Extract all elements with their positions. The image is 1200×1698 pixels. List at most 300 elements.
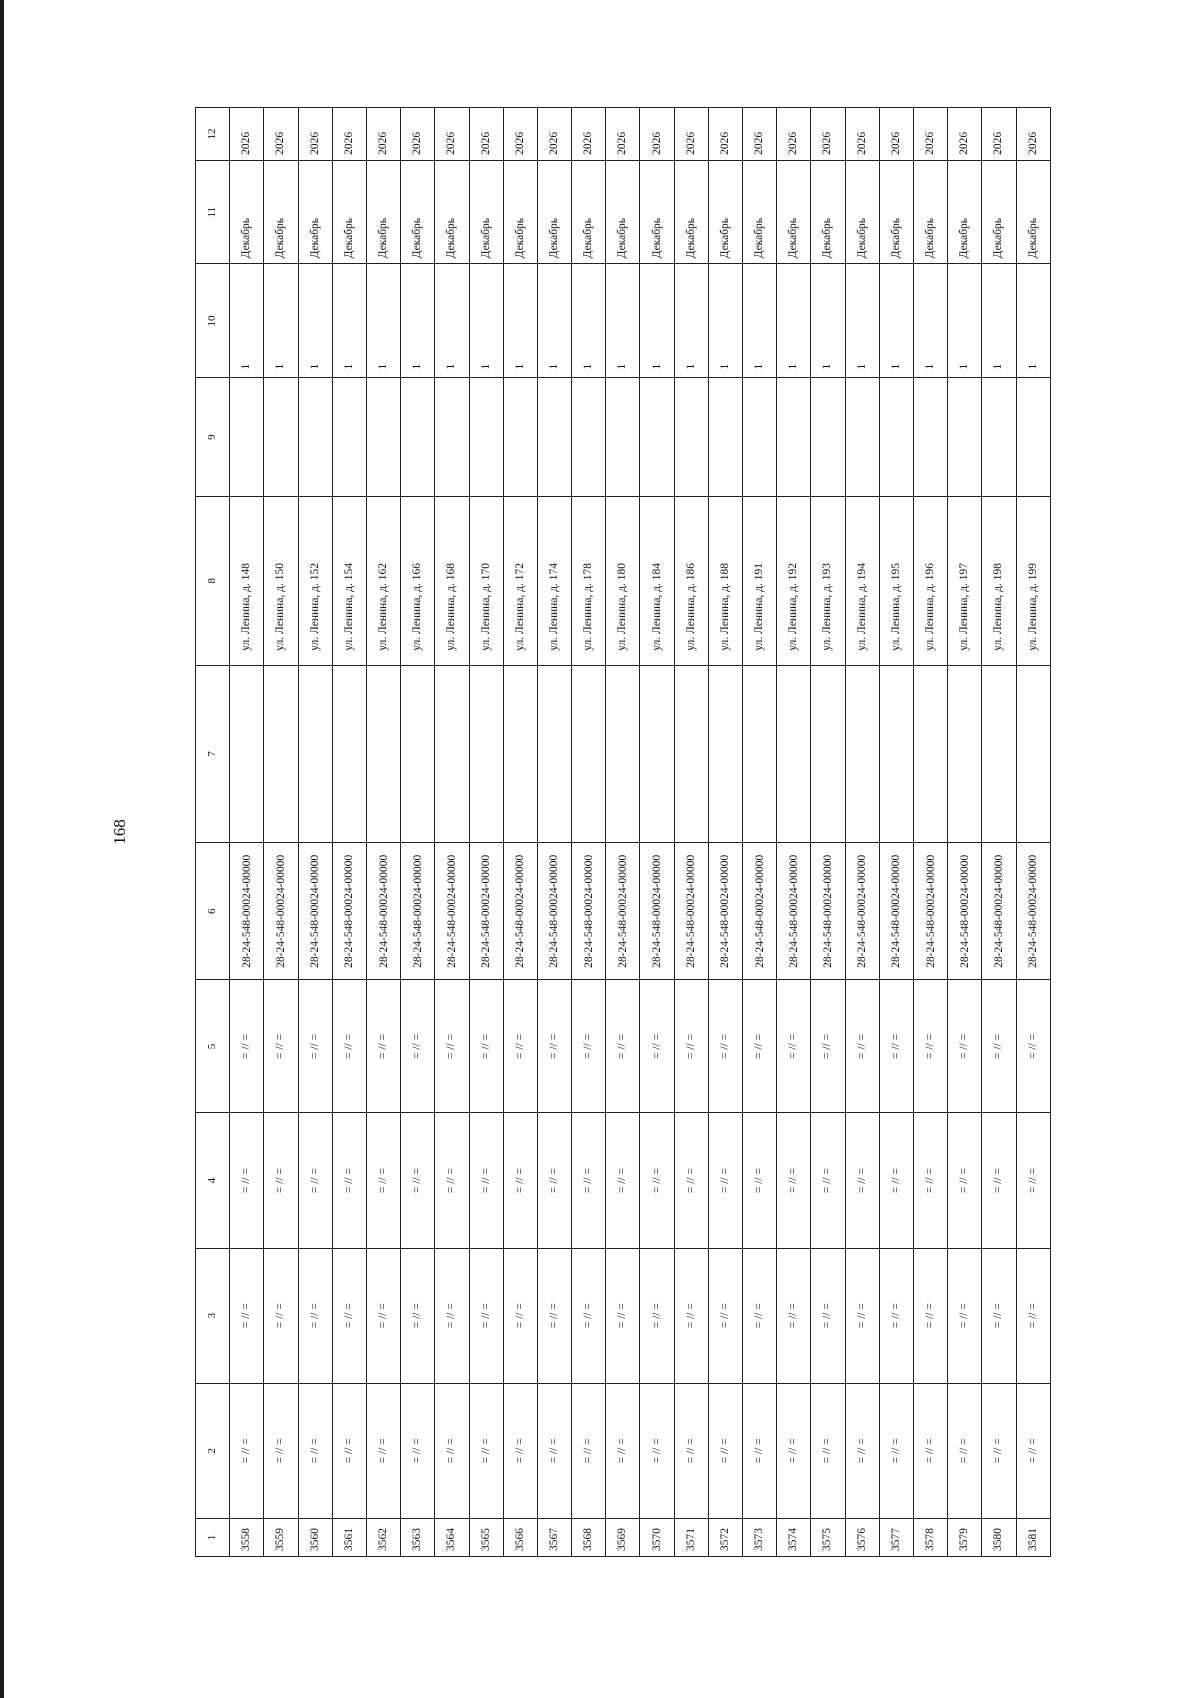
col4-cell: = // = (777, 1113, 811, 1248)
row-number-cell: 3575 (811, 1518, 845, 1556)
count-cell: 1 (503, 264, 537, 378)
col5-cell: = // = (1016, 980, 1051, 1113)
col2-cell: = // = (469, 1383, 503, 1518)
count-cell: 1 (811, 264, 845, 378)
count-cell: 1 (572, 264, 606, 378)
col5-cell: = // = (469, 980, 503, 1113)
col2-cell: = // = (674, 1383, 708, 1518)
year-cell: 2026 (879, 108, 913, 161)
col3-cell: = // = (503, 1248, 537, 1383)
year-cell: 2026 (264, 108, 298, 161)
month-cell: Декабрь (777, 160, 811, 264)
count-cell: 1 (264, 264, 298, 378)
column-number-11: 11 (196, 160, 230, 264)
col9-cell (879, 378, 913, 496)
year-cell: 2026 (640, 108, 674, 161)
table-row (606, 108, 640, 1557)
col5-cell: = // = (264, 980, 298, 1113)
col7-cell (401, 665, 435, 842)
col9-cell (1016, 378, 1051, 496)
col7-cell (708, 665, 742, 842)
col9-cell (708, 378, 742, 496)
col2-cell: = // = (435, 1383, 469, 1518)
col2-cell: = // = (572, 1383, 606, 1518)
year-cell: 2026 (811, 108, 845, 161)
col4-cell: = // = (708, 1113, 742, 1248)
col9-cell (401, 378, 435, 496)
address-cell: ул. Ленина, д. 195 (879, 496, 913, 665)
row-number-cell: 3570 (640, 1518, 674, 1556)
col5-cell: = // = (948, 980, 982, 1113)
count-cell: 1 (743, 264, 777, 378)
address-cell: ул. Ленина, д. 166 (401, 496, 435, 665)
row-number-cell: 3567 (537, 1518, 571, 1556)
col4-cell: = // = (332, 1113, 366, 1248)
year-cell: 2026 (845, 108, 879, 161)
col9-cell (674, 378, 708, 496)
code-cell: 28-24-548-00024-00000 (230, 843, 264, 980)
row-number-cell: 3562 (366, 1518, 400, 1556)
col5-cell: = // = (879, 980, 913, 1113)
table-row (332, 108, 366, 1557)
table-row (366, 108, 400, 1557)
year-cell: 2026 (777, 108, 811, 161)
count-cell: 1 (435, 264, 469, 378)
col4-cell: = // = (230, 1113, 264, 1248)
col2-cell: = // = (743, 1383, 777, 1518)
col4-cell: = // = (572, 1113, 606, 1248)
col3-cell: = // = (845, 1248, 879, 1383)
col9-cell (435, 378, 469, 496)
month-cell: Декабрь (366, 160, 400, 264)
table-row (640, 108, 674, 1557)
year-cell: 2026 (298, 108, 332, 161)
code-cell: 28-24-548-00024-00000 (401, 843, 435, 980)
address-cell: ул. Ленина, д. 198 (982, 496, 1016, 665)
col3-cell: = // = (743, 1248, 777, 1383)
col3-cell: = // = (572, 1248, 606, 1383)
count-cell: 1 (298, 264, 332, 378)
col3-cell: = // = (948, 1248, 982, 1383)
col5-cell: = // = (845, 980, 879, 1113)
col2-cell: = // = (366, 1383, 400, 1518)
col7-cell (230, 665, 264, 842)
col9-cell (503, 378, 537, 496)
row-number-cell: 3568 (572, 1518, 606, 1556)
count-cell: 1 (230, 264, 264, 378)
code-cell: 28-24-548-00024-00000 (503, 843, 537, 980)
col5-cell: = // = (366, 980, 400, 1113)
code-cell: 28-24-548-00024-00000 (332, 843, 366, 980)
count-cell: 1 (777, 264, 811, 378)
year-cell: 2026 (503, 108, 537, 161)
code-cell: 28-24-548-00024-00000 (674, 843, 708, 980)
col9-cell (777, 378, 811, 496)
col9-cell (845, 378, 879, 496)
col5-cell: = // = (708, 980, 742, 1113)
row-number-cell: 3558 (230, 1518, 264, 1556)
address-cell: ул. Ленина, д. 180 (606, 496, 640, 665)
col5-cell: = // = (230, 980, 264, 1113)
col4-cell: = // = (503, 1113, 537, 1248)
col2-cell: = // = (298, 1383, 332, 1518)
row-number-cell: 3572 (708, 1518, 742, 1556)
col7-cell (743, 665, 777, 842)
col3-cell: = // = (332, 1248, 366, 1383)
table-row (230, 108, 264, 1557)
column-number-row (196, 108, 230, 1557)
col5-cell: = // = (332, 980, 366, 1113)
code-cell: 28-24-548-00024-00000 (298, 843, 332, 980)
year-cell: 2026 (469, 108, 503, 161)
code-cell: 28-24-548-00024-00000 (1016, 843, 1051, 980)
month-cell: Декабрь (230, 160, 264, 264)
col4-cell: = // = (366, 1113, 400, 1248)
col2-cell: = // = (845, 1383, 879, 1518)
column-number-1: 1 (196, 1518, 230, 1556)
col5-cell: = // = (435, 980, 469, 1113)
code-cell: 28-24-548-00024-00000 (640, 843, 674, 980)
col9-cell (982, 378, 1016, 496)
address-cell: ул. Ленина, д. 188 (708, 496, 742, 665)
address-cell: ул. Ленина, д. 191 (743, 496, 777, 665)
col2-cell: = // = (606, 1383, 640, 1518)
col7-cell (503, 665, 537, 842)
column-number-3: 3 (196, 1248, 230, 1383)
col4-cell: = // = (435, 1113, 469, 1248)
table-row (572, 108, 606, 1557)
col9-cell (469, 378, 503, 496)
col5-cell: = // = (640, 980, 674, 1113)
col9-cell (743, 378, 777, 496)
col9-cell (640, 378, 674, 496)
year-cell: 2026 (401, 108, 435, 161)
year-cell: 2026 (332, 108, 366, 161)
count-cell: 1 (948, 264, 982, 378)
col2-cell: = // = (640, 1383, 674, 1518)
row-number-cell: 3578 (913, 1518, 947, 1556)
col4-cell: = // = (606, 1113, 640, 1248)
scan-left-edge (0, 0, 4, 1698)
address-cell: ул. Ленина, д. 196 (913, 496, 947, 665)
count-cell: 1 (708, 264, 742, 378)
count-cell: 1 (401, 264, 435, 378)
col3-cell: = // = (913, 1248, 947, 1383)
col9-cell (811, 378, 845, 496)
code-cell: 28-24-548-00024-00000 (537, 843, 571, 980)
col2-cell: = // = (1016, 1383, 1051, 1518)
col5-cell: = // = (401, 980, 435, 1113)
table-row (811, 108, 845, 1557)
code-cell: 28-24-548-00024-00000 (777, 843, 811, 980)
col7-cell (469, 665, 503, 842)
code-cell: 28-24-548-00024-00000 (879, 843, 913, 980)
col4-cell: = // = (743, 1113, 777, 1248)
col2-cell: = // = (982, 1383, 1016, 1518)
year-cell: 2026 (537, 108, 571, 161)
table-row (674, 108, 708, 1557)
table-row (503, 108, 537, 1557)
address-cell: ул. Ленина, д. 184 (640, 496, 674, 665)
month-cell: Декабрь (743, 160, 777, 264)
month-cell: Декабрь (1016, 160, 1051, 264)
col7-cell (435, 665, 469, 842)
col2-cell: = // = (777, 1383, 811, 1518)
count-cell: 1 (606, 264, 640, 378)
count-cell: 1 (1016, 264, 1051, 378)
row-number-cell: 3581 (1016, 1518, 1051, 1556)
code-cell: 28-24-548-00024-00000 (606, 843, 640, 980)
col5-cell: = // = (913, 980, 947, 1113)
row-number-cell: 3576 (845, 1518, 879, 1556)
table-row (948, 108, 982, 1557)
col5-cell: = // = (572, 980, 606, 1113)
col2-cell: = // = (811, 1383, 845, 1518)
col2-cell: = // = (913, 1383, 947, 1518)
col3-cell: = // = (230, 1248, 264, 1383)
year-cell: 2026 (572, 108, 606, 161)
col9-cell (537, 378, 571, 496)
month-cell: Декабрь (845, 160, 879, 264)
address-cell: ул. Ленина, д. 152 (298, 496, 332, 665)
year-cell: 2026 (913, 108, 947, 161)
address-cell: ул. Ленина, д. 150 (264, 496, 298, 665)
col7-cell (606, 665, 640, 842)
table-row (982, 108, 1016, 1557)
address-cell: ул. Ленина, д. 194 (845, 496, 879, 665)
table-row (537, 108, 571, 1557)
table-row (845, 108, 879, 1557)
month-cell: Декабрь (503, 160, 537, 264)
month-cell: Декабрь (640, 160, 674, 264)
address-cell: ул. Ленина, д. 168 (435, 496, 469, 665)
month-cell: Декабрь (469, 160, 503, 264)
code-cell: 28-24-548-00024-00000 (708, 843, 742, 980)
month-cell: Декабрь (401, 160, 435, 264)
address-cell: ул. Ленина, д. 170 (469, 496, 503, 665)
address-cell: ул. Ленина, д. 172 (503, 496, 537, 665)
address-cell: ул. Ленина, д. 199 (1016, 496, 1051, 665)
month-cell: Декабрь (879, 160, 913, 264)
col2-cell: = // = (537, 1383, 571, 1518)
col4-cell: = // = (674, 1113, 708, 1248)
row-number-cell: 3561 (332, 1518, 366, 1556)
code-cell: 28-24-548-00024-00000 (913, 843, 947, 980)
row-number-cell: 3566 (503, 1518, 537, 1556)
row-number-cell: 3565 (469, 1518, 503, 1556)
col5-cell: = // = (537, 980, 571, 1113)
code-cell: 28-24-548-00024-00000 (264, 843, 298, 980)
count-cell: 1 (332, 264, 366, 378)
table-row (401, 108, 435, 1557)
col3-cell: = // = (879, 1248, 913, 1383)
month-cell: Декабрь (811, 160, 845, 264)
count-cell: 1 (469, 264, 503, 378)
col2-cell: = // = (948, 1383, 982, 1518)
month-cell: Декабрь (913, 160, 947, 264)
count-cell: 1 (640, 264, 674, 378)
col4-cell: = // = (948, 1113, 982, 1248)
table-row (298, 108, 332, 1557)
table-row (469, 108, 503, 1557)
month-cell: Декабрь (948, 160, 982, 264)
col5-cell: = // = (743, 980, 777, 1113)
col7-cell (640, 665, 674, 842)
page-number: 168 (110, 819, 129, 845)
column-number-4: 4 (196, 1113, 230, 1248)
col3-cell: = // = (401, 1248, 435, 1383)
col4-cell: = // = (1016, 1113, 1051, 1248)
col5-cell: = // = (982, 980, 1016, 1113)
col4-cell: = // = (401, 1113, 435, 1248)
count-cell: 1 (879, 264, 913, 378)
year-cell: 2026 (982, 108, 1016, 161)
code-cell: 28-24-548-00024-00000 (811, 843, 845, 980)
year-cell: 2026 (743, 108, 777, 161)
table-row (435, 108, 469, 1557)
month-cell: Декабрь (674, 160, 708, 264)
col7-cell (572, 665, 606, 842)
row-number-cell: 3559 (264, 1518, 298, 1556)
month-cell: Декабрь (435, 160, 469, 264)
year-cell: 2026 (606, 108, 640, 161)
col7-cell (982, 665, 1016, 842)
row-number-cell: 3563 (401, 1518, 435, 1556)
col7-cell (298, 665, 332, 842)
year-cell: 2026 (435, 108, 469, 161)
count-cell: 1 (366, 264, 400, 378)
col5-cell: = // = (777, 980, 811, 1113)
row-number-cell: 3564 (435, 1518, 469, 1556)
year-cell: 2026 (708, 108, 742, 161)
address-cell: ул. Ленина, д. 193 (811, 496, 845, 665)
address-cell: ул. Ленина, д. 178 (572, 496, 606, 665)
code-cell: 28-24-548-00024-00000 (435, 843, 469, 980)
col7-cell (1016, 665, 1051, 842)
col3-cell: = // = (606, 1248, 640, 1383)
col2-cell: = // = (332, 1383, 366, 1518)
code-cell: 28-24-548-00024-00000 (743, 843, 777, 980)
count-cell: 1 (845, 264, 879, 378)
code-cell: 28-24-548-00024-00000 (948, 843, 982, 980)
col7-cell (811, 665, 845, 842)
row-number-cell: 3577 (879, 1518, 913, 1556)
col3-cell: = // = (640, 1248, 674, 1383)
code-cell: 28-24-548-00024-00000 (845, 843, 879, 980)
year-cell: 2026 (1016, 108, 1051, 161)
col9-cell (230, 378, 264, 496)
row-number-cell: 3574 (777, 1518, 811, 1556)
code-cell: 28-24-548-00024-00000 (982, 843, 1016, 980)
col2-cell: = // = (503, 1383, 537, 1518)
col3-cell: = // = (469, 1248, 503, 1383)
col3-cell: = // = (1016, 1248, 1051, 1383)
col2-cell: = // = (401, 1383, 435, 1518)
col9-cell (913, 378, 947, 496)
code-cell: 28-24-548-00024-00000 (572, 843, 606, 980)
col7-cell (537, 665, 571, 842)
month-cell: Декабрь (537, 160, 571, 264)
col4-cell: = // = (811, 1113, 845, 1248)
table-row (1016, 108, 1051, 1557)
col3-cell: = // = (708, 1248, 742, 1383)
col7-cell (845, 665, 879, 842)
table-body (196, 108, 1051, 1557)
column-number-2: 2 (196, 1383, 230, 1518)
col9-cell (332, 378, 366, 496)
col3-cell: = // = (537, 1248, 571, 1383)
month-cell: Декабрь (572, 160, 606, 264)
address-cell: ул. Ленина, д. 148 (230, 496, 264, 665)
year-cell: 2026 (366, 108, 400, 161)
col7-cell (913, 665, 947, 842)
address-cell: ул. Ленина, д. 162 (366, 496, 400, 665)
col9-cell (572, 378, 606, 496)
col3-cell: = // = (264, 1248, 298, 1383)
month-cell: Декабрь (298, 160, 332, 264)
col4-cell: = // = (640, 1113, 674, 1248)
col9-cell (606, 378, 640, 496)
col4-cell: = // = (913, 1113, 947, 1248)
col3-cell: = // = (811, 1248, 845, 1383)
col5-cell: = // = (606, 980, 640, 1113)
column-number-12: 12 (196, 108, 230, 161)
table-row (743, 108, 777, 1557)
year-cell: 2026 (948, 108, 982, 161)
month-cell: Декабрь (606, 160, 640, 264)
col3-cell: = // = (435, 1248, 469, 1383)
col3-cell: = // = (777, 1248, 811, 1383)
col7-cell (264, 665, 298, 842)
col9-cell (366, 378, 400, 496)
col7-cell (777, 665, 811, 842)
col3-cell: = // = (366, 1248, 400, 1383)
row-number-cell: 3573 (743, 1518, 777, 1556)
month-cell: Декабрь (708, 160, 742, 264)
col3-cell: = // = (982, 1248, 1016, 1383)
col2-cell: = // = (264, 1383, 298, 1518)
column-number-10: 10 (196, 264, 230, 378)
col4-cell: = // = (469, 1113, 503, 1248)
column-number-8: 8 (196, 496, 230, 665)
column-number-5: 5 (196, 980, 230, 1113)
row-number-cell: 3580 (982, 1518, 1016, 1556)
col4-cell: = // = (298, 1113, 332, 1248)
col2-cell: = // = (708, 1383, 742, 1518)
table-row (777, 108, 811, 1557)
col5-cell: = // = (674, 980, 708, 1113)
count-cell: 1 (982, 264, 1016, 378)
count-cell: 1 (537, 264, 571, 378)
code-cell: 28-24-548-00024-00000 (366, 843, 400, 980)
year-cell: 2026 (674, 108, 708, 161)
address-cell: ул. Ленина, д. 192 (777, 496, 811, 665)
col7-cell (948, 665, 982, 842)
col4-cell: = // = (845, 1113, 879, 1248)
month-cell: Декабрь (332, 160, 366, 264)
address-cell: ул. Ленина, д. 197 (948, 496, 982, 665)
col9-cell (948, 378, 982, 496)
month-cell: Декабрь (264, 160, 298, 264)
col9-cell (264, 378, 298, 496)
col4-cell: = // = (264, 1113, 298, 1248)
col7-cell (332, 665, 366, 842)
year-cell: 2026 (230, 108, 264, 161)
registry-table (195, 107, 1051, 1557)
table-row (264, 108, 298, 1557)
col5-cell: = // = (503, 980, 537, 1113)
row-number-cell: 3560 (298, 1518, 332, 1556)
